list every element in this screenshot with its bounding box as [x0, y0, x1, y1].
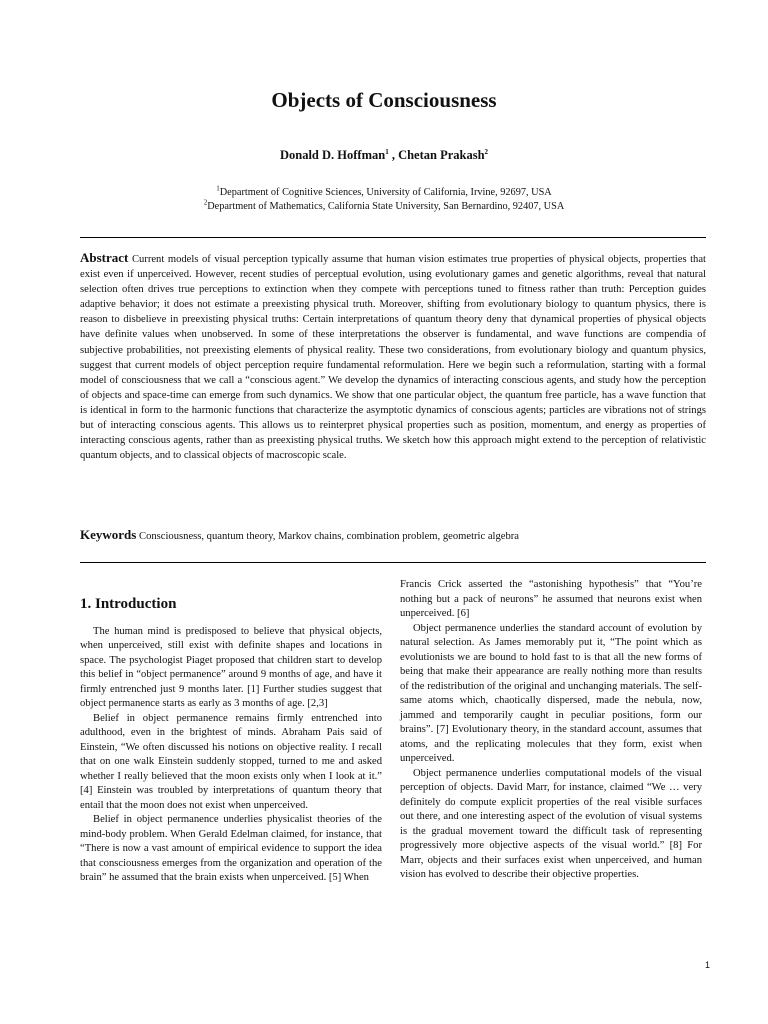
affiliation [0, 200, 768, 214]
keywords-heading: Keywords [80, 527, 137, 542]
paragraph: The human mind is predisposed to believe that physical objects, when unperceived, still exist with definite shapes and locations in space. The psychologist Piaget proposed that children start to develop this belief in “object permanence” around 9 months of age, and have it firmly entrenched just 9 months later. [1] Further studies suggest that object permanence starts as early as 3 months of age. [2,3] [80, 625, 382, 709]
bottom-divider [80, 562, 706, 563]
affiliation [0, 186, 768, 200]
affiliation-text: Department of Cognitive Sciences, University of California, Irvine, 92697, USA [219, 187, 552, 198]
paper-title: Objects of Consciousness [271, 88, 497, 112]
keywords [80, 527, 706, 543]
paragraph: Belief in object permanence remains firmly entrenched into adulthood, even in the brightest of minds. Abraham Pais said of Einstein, “We often discussed his notions on objective reality. I recall that on one walk Einstein suddenly stopped, turned to me and asked whether I really believed that the moon exists only when I look at it.” [4] Einstein was troubled by interpretations of quantum theory that entail that the moon does not exist when unperceived. [80, 712, 382, 811]
author-line [0, 148, 768, 163]
page-number: 1 [704, 960, 710, 970]
left-column [80, 597, 382, 886]
top-divider [80, 237, 706, 238]
abstract [80, 250, 706, 463]
abstract-text: Current models of visual perception typically assume that human vision estimates true properties of physical objects, properties that exist even if unperceived. However, recent studies of perceptual evolution, using evolutionary games and genetic algorithms, reveal that natural selection often drives true perceptions to extinction when they compete with perceptions tuned to fitness rather than truth: Perception guides adaptive behavior; it does not estimate a preexisting physical truth. Moreover, shifting from evolutionary biology to quantum physics, there is reason to disbelieve in preexisting physical truths: Certain interpretations of quantum theory deny that dynamical properties of physical objects have definite values when unobserved. In some of these interpretations the observer is fundamental, and wave functions are compendia of subjective probabilities, not preexisting elements of physical reality. These two considerations, from evolutionary biology and quantum physics, suggest that current models of object perception require fundamental reformulation. Here we begin such a reformulation, starting with a formal model of consciousness that we call a “conscious agent.” We develop the dynamics of interacting conscious agents, and study how the perception of objects and space-time can emerge from such dynamics. We show that one particular object, the quantum free particle, has a wave function that is identical in form to the harmonic functions that characterize the asymptotic dynamics of conscious agents; particles are vibrations not of strings but of interacting conscious agents. This allows us to reinterpret physical properties such as position, momentum, and energy as properties of interacting conscious agents, rather than as preexisting physical truths. We sketch how this approach might extend to the perception of relativistic quantum objects, and to classical objects of macroscopic scale. [80, 254, 706, 462]
paragraph: Object permanence underlies the standard account of evolution by natural selection. As James memorably put it, “The point which as evolutionists we are bound to hold fast to is that all the new forms of being that make their appearance are really nothing more than results of the redistribution of the original and unchanging materials. The self-same atoms which, chaotically dispersed, made the nebula, now, jammed and temporarily caught in peculiar positions, form our brains”. [7] Evolutionary theory, in the standard account, assumes that atoms, and the replicating molecules that they form, exist when unperceived. [400, 622, 702, 764]
paragraph: Belief in object permanence underlies physicalist theories of the mind-body problem. When Gerald Edelman claimed, for instance, that “There is now a vast amount of empirical evidence to support the idea that consciousness emerges from the organization and operation of the brain” he assumed that the brain exists when unperceived. [5] When [80, 814, 382, 883]
paragraph: Francis Crick asserted the “astonishing hypothesis” that “You’re nothing but a pack of neurons” he assumed that neurons exist when unperceived. [6] [400, 579, 702, 619]
right-column [400, 578, 702, 883]
keywords-text: Consciousness, quantum theory, Markov chains, combination problem, geometric algebra [139, 531, 520, 542]
affiliation-text: Department of Mathematics, California State University, San Bernardino, 92407, USA [207, 201, 565, 212]
abstract-heading: Abstract [80, 250, 129, 265]
affiliation-marker: 1 [216, 184, 220, 193]
affiliation-marker: 2 [484, 147, 489, 156]
author-name: Chetan Prakash [398, 148, 485, 162]
affiliation-marker: 2 [203, 198, 208, 207]
author-name: Donald D. Hoffman [279, 148, 386, 162]
affiliation-marker: 1 [385, 147, 389, 156]
section-title: 1. Introduction [80, 596, 177, 612]
affiliations [0, 186, 768, 214]
author-separator: , [388, 148, 399, 162]
paragraph: Object permanence underlies computational models of the visual perception of objects. David Marr, for instance, claimed “We … very definitely do compute explicit properties of the real visible surfaces out there, and one interesting aspect of the evolution of visual systems is the gradual movement toward the difficult task of representing progressively more objective aspects of the visual world.” [8] For Marr, objects and their surfaces exist when unperceived, and human vision has evolved to describe their objective properties. [400, 767, 702, 880]
